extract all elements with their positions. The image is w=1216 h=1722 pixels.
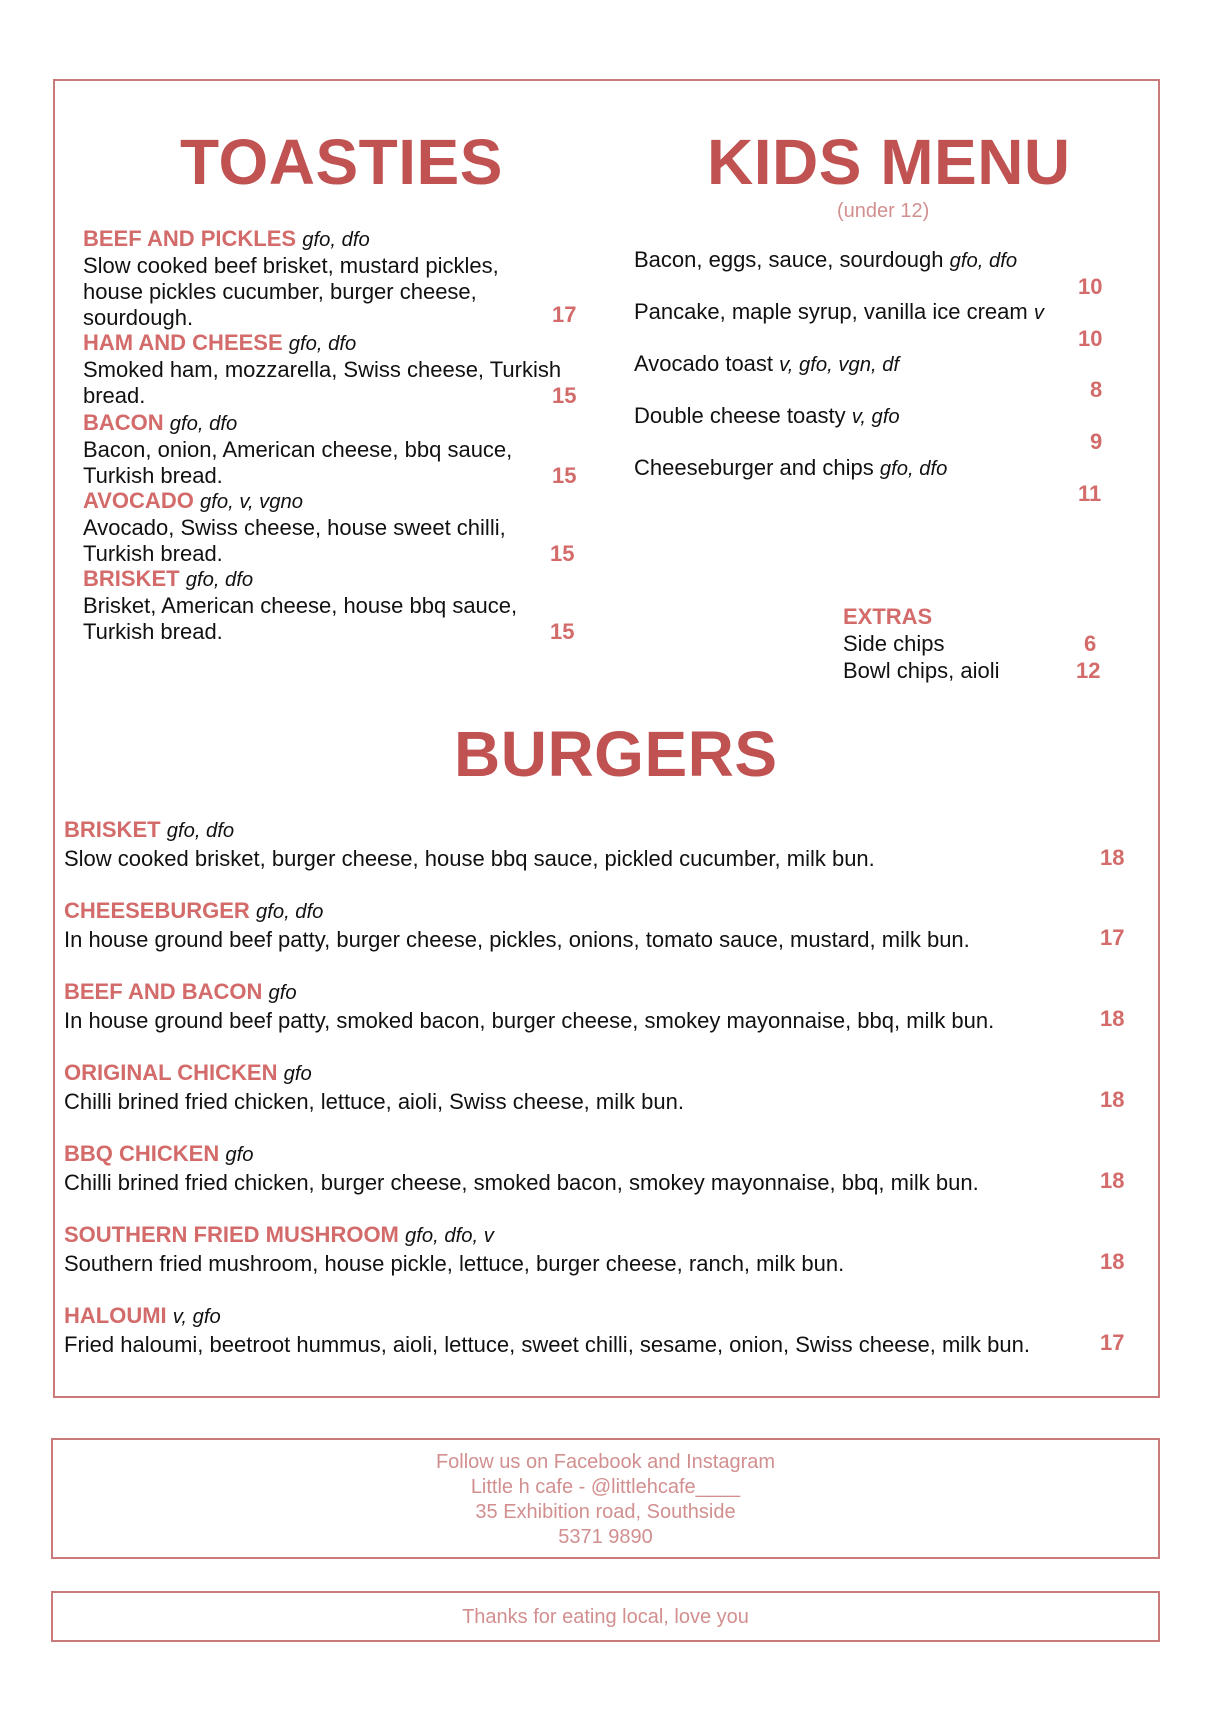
burger-price: 17 <box>1100 925 1125 950</box>
burger-desc: Slow cooked brisket, burger cheese, house bbq sauce, pickled cucumber, milk bun. <box>64 846 875 871</box>
toastie-item <box>83 410 583 489</box>
burger-item <box>64 1221 1124 1277</box>
social-follow-text: Follow us on Facebook and Instagram <box>435 1451 776 1473</box>
kids-item-tags: v, gfo, vgn, df <box>779 354 900 376</box>
toastie-desc: Avocado, Swiss cheese, house sweet chilli, Turkish bread. <box>83 515 506 566</box>
address-text: 35 Exhibition road, Southside <box>475 1501 736 1523</box>
toastie-price: 17 <box>552 302 577 327</box>
toastie-item <box>83 488 583 567</box>
burger-name: BBQ CHICKEN <box>64 1141 220 1166</box>
social-handle-text: Little h cafe - @littlehcafe____ <box>470 1476 741 1498</box>
burger-desc: Chilli brined fried chicken, lettuce, aioli, Swiss cheese, milk bun. <box>64 1089 684 1114</box>
burger-price: 18 <box>1100 1249 1125 1274</box>
burger-name: BEEF AND BACON <box>64 979 263 1004</box>
thanks-text: Thanks for eating local, love you <box>462 1606 749 1628</box>
toastie-tags: gfo, dfo <box>302 229 370 251</box>
toastie-desc: Bacon, onion, American cheese, bbq sauce, Turkish bread. <box>83 437 513 488</box>
kids-item <box>634 247 1017 274</box>
burger-item <box>64 1140 1124 1196</box>
kids-item-tags: gfo, dfo <box>949 250 1018 272</box>
toastie-tags: gfo, dfo <box>169 413 238 435</box>
toastie-tags: gfo, v, vgno <box>199 491 304 513</box>
toastie-tags: gfo, dfo <box>185 569 254 591</box>
burger-price: 18 <box>1100 845 1125 870</box>
burger-tags: gfo <box>268 982 297 1004</box>
toastie-tags: gfo, dfo <box>288 333 357 355</box>
kids-item-price: 8 <box>1090 377 1103 402</box>
phone-text: 5371 9890 <box>558 1526 653 1548</box>
toastie-name: AVOCADO <box>83 488 194 513</box>
burger-desc: In house ground beef patty, smoked bacon, burger cheese, smokey mayonnaise, bbq, milk bun. <box>64 1008 995 1033</box>
kids-item-name: Bacon, eggs, sauce, sourdough <box>634 247 944 272</box>
kids-item-price: 9 <box>1090 429 1103 454</box>
kids-item <box>634 299 1044 326</box>
toastie-name: HAM AND CHEESE <box>83 330 283 355</box>
burger-item <box>64 1302 1124 1358</box>
contact-box <box>51 1438 1160 1559</box>
extras-item-price: 12 <box>1076 658 1101 683</box>
burger-tags: gfo, dfo <box>255 901 324 923</box>
burger-price: 18 <box>1100 1006 1125 1031</box>
burger-price: 17 <box>1100 1330 1125 1355</box>
toastie-desc: Brisket, American cheese, house bbq sauce, Turkish bread. <box>83 593 518 644</box>
toastie-desc: Slow cooked beef brisket, mustard pickles, house pickles cucumber, burger cheese, sourdough. <box>83 253 499 330</box>
burger-tags: v, gfo <box>172 1306 221 1328</box>
extras-item-price: 6 <box>1084 631 1097 656</box>
burger-name: ORIGINAL CHICKEN <box>64 1060 278 1085</box>
burger-price: 18 <box>1100 1168 1125 1193</box>
burger-desc: Southern fried mushroom, house pickle, lettuce, burger cheese, ranch, milk bun. <box>64 1251 845 1276</box>
burger-desc: Fried haloumi, beetroot hummus, aioli, lettuce, sweet chilli, sesame, onion, Swiss cheese, milk bun. <box>64 1332 1030 1357</box>
kids-item-tags: v, gfo <box>851 406 900 428</box>
toastie-price: 15 <box>552 383 577 408</box>
burger-item <box>64 816 1124 872</box>
extras-item-name: Side chips <box>843 631 945 656</box>
burger-desc: Chilli brined fried chicken, burger cheese, smoked bacon, smokey mayonnaise, bbq, milk bun. <box>64 1170 979 1195</box>
burgers-title: BURGERS <box>454 718 778 790</box>
burger-tags: gfo <box>283 1063 312 1085</box>
toastie-item <box>83 330 583 409</box>
toastie-item <box>83 566 583 645</box>
toastie-price: 15 <box>552 463 577 488</box>
toastie-price: 15 <box>550 619 575 644</box>
kids-item-price: 11 <box>1078 481 1102 506</box>
kids-menu-title: KIDS MENU <box>707 126 1071 198</box>
toastie-name: BACON <box>83 410 164 435</box>
extras-item-name: Bowl chips, aioli <box>843 658 1000 683</box>
burger-desc: In house ground beef patty, burger cheese, pickles, onions, tomato sauce, mustard, milk bun. <box>64 927 970 952</box>
burger-item <box>64 897 1124 953</box>
burger-item <box>64 1059 1124 1115</box>
burger-tags: gfo, dfo, v <box>405 1225 494 1247</box>
thanks-box <box>51 1591 1160 1642</box>
kids-item-name: Avocado toast <box>634 351 774 376</box>
kids-item-price: 10 <box>1078 274 1103 299</box>
burger-tags: gfo, dfo <box>166 820 235 842</box>
burger-name: CHEESEBURGER <box>64 898 250 923</box>
toastie-desc: Smoked ham, mozzarella, Swiss cheese, Turkish bread. <box>83 357 562 408</box>
toastie-item <box>83 226 583 331</box>
kids-item-name: Cheeseburger and chips <box>634 455 874 480</box>
kids-item <box>634 351 899 378</box>
burger-price: 18 <box>1100 1087 1125 1112</box>
kids-item <box>634 455 947 482</box>
kids-item-name: Pancake, maple syrup, vanilla ice cream <box>634 299 1028 324</box>
burger-name: BRISKET <box>64 817 161 842</box>
burger-item <box>64 978 1124 1034</box>
burger-name: HALOUMI <box>64 1303 167 1328</box>
kids-item <box>634 403 900 430</box>
burger-name: SOUTHERN FRIED MUSHROOM <box>64 1222 399 1247</box>
toastie-name: BRISKET <box>83 566 180 591</box>
kids-item-tags: gfo, dfo <box>879 458 948 480</box>
toastie-name: BEEF AND PICKLES <box>83 226 297 251</box>
kids-item-tags: v <box>1033 302 1044 324</box>
extras-title: EXTRAS <box>843 604 933 629</box>
kids-menu-subtitle: (under 12) <box>837 200 930 222</box>
toastie-price: 15 <box>550 541 575 566</box>
kids-item-price: 10 <box>1078 326 1103 351</box>
kids-item-name: Double cheese toasty <box>634 403 846 428</box>
burger-tags: gfo <box>225 1144 254 1166</box>
toasties-title: TOASTIES <box>180 126 503 198</box>
